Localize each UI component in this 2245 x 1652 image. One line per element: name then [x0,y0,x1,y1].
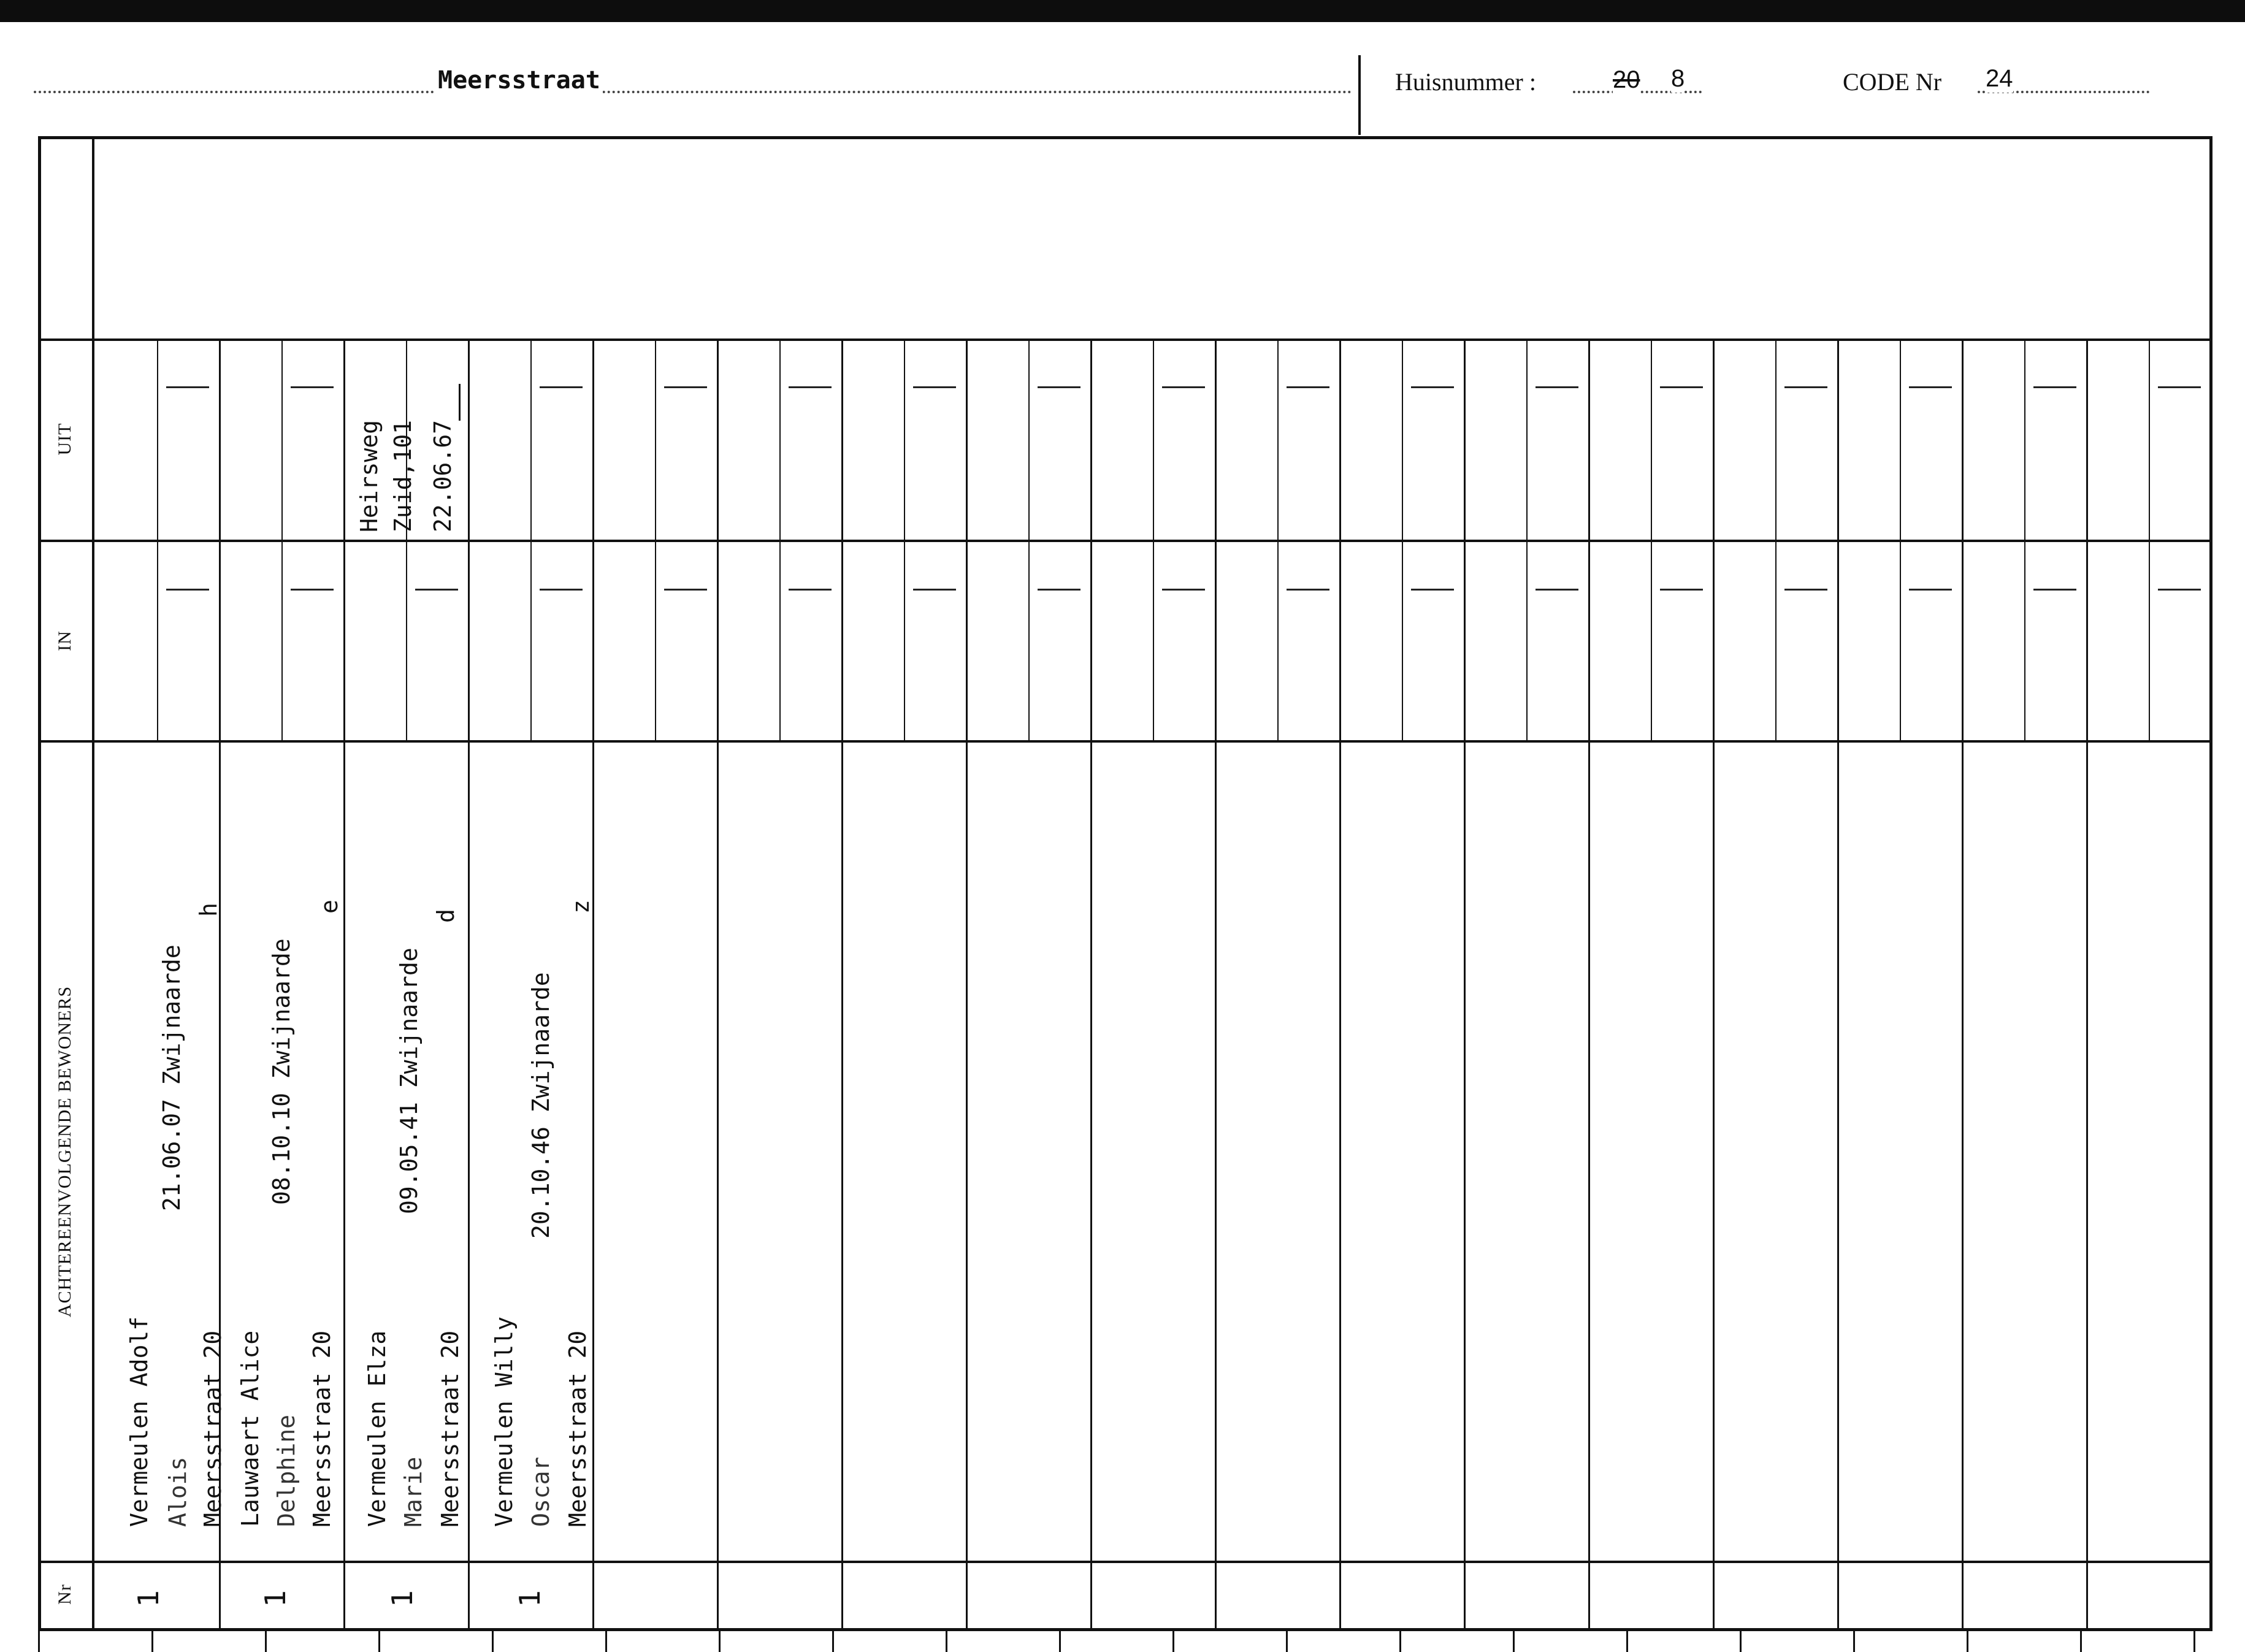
in-subdivider [2024,542,2025,740]
in-subdivider [1900,542,1901,740]
house-number-label: Huisnummer : [1395,68,1536,96]
in-subdivider [2149,542,2150,740]
in-subdivider [779,542,781,740]
in-dash [415,589,458,591]
in-dash [540,589,583,591]
uit-dash [291,386,334,388]
bottom-tick [1399,1631,1401,1652]
resident-2-line1: Lauwaert Alice [237,1330,264,1527]
resident-2-birth: 08.10.10 Zwijnaarde [268,938,295,1205]
resident-3-line3: Meersstraat 20 [437,1330,464,1527]
resident-4-nr: 1 [513,1590,546,1607]
resident-1-nr: 1 [131,1590,165,1607]
residents-row-label: ACHTEREENVOLGENDE BEWONERS [55,985,75,1318]
column-divider [966,338,968,1631]
resident-1-code: h [195,903,222,917]
uit-entry-bracket [459,384,461,421]
column-divider [592,338,594,1631]
in-dash [1411,589,1454,591]
in-subdivider [1526,542,1528,740]
resident-1-birth: 21.06.07 Zwijnaarde [158,944,185,1211]
resident-3-birth: 09.05.41 Zwijnaarde [396,947,423,1214]
in-row-label: IN [55,630,75,651]
bottom-tick [38,1631,40,1652]
resident-1-line2: Alois [164,1456,191,1527]
uit-subdivider [281,341,283,540]
uit-dash [1411,386,1454,388]
in-row-top [38,540,2212,542]
in-subdivider [1651,542,1652,740]
in-dash [1536,589,1578,591]
uit-dash [1660,386,1703,388]
uit-subdivider [1277,341,1279,540]
bottom-tick [1740,1631,1742,1652]
uit-subdivider [655,341,656,540]
uit-dash [2033,386,2076,388]
uit-dash [913,386,956,388]
in-dash [2158,589,2201,591]
street-dotted-line [34,91,1352,93]
column-divider [841,338,843,1631]
uit-row-top [38,338,2212,341]
uit-dash [540,386,583,388]
in-subdivider [1277,542,1279,740]
resident-2-nr: 1 [258,1590,292,1607]
resident-4-code: z [567,900,594,914]
bottom-tick [2080,1631,2082,1652]
uit-row-label: UIT [55,423,75,456]
column-divider [1588,338,1590,1631]
nr-row-top [38,1561,2212,1563]
in-dash [1287,589,1329,591]
uit-dash [1038,386,1080,388]
uit-subdivider [779,341,781,540]
resident-4-line2: Oscar [527,1456,554,1527]
bottom-tick [832,1631,834,1652]
bottom-tick [1286,1631,1288,1652]
in-subdivider [406,542,407,740]
bottom-tick [1513,1631,1515,1652]
uit-dash [1287,386,1329,388]
bottom-tick [1626,1631,1628,1652]
bottom-tick [1172,1631,1174,1652]
in-subdivider [1402,542,1403,740]
uit-dash [664,386,707,388]
resident-3-line1: Vermeulen Elza [364,1330,391,1527]
uit-subdivider [530,341,532,540]
house-number-new: 8 [1671,65,1685,92]
in-subdivider [1028,542,1030,740]
bottom-tick [151,1631,153,1652]
in-subdivider [1153,542,1154,740]
in-subdivider [904,542,905,740]
uit-subdivider [157,341,158,540]
resident-4-birth: 20.10.46 Zwijnaarde [527,972,554,1239]
in-dash [1660,589,1703,591]
uit-dash [166,386,209,388]
in-dash [2033,589,2076,591]
column-divider [1837,338,1839,1631]
uit-entry-line2: Zuid,101 [389,419,416,532]
uit-entry-line1: Heirsweg [356,419,383,532]
uit-dash [1536,386,1578,388]
resident-3-code: d [432,909,459,923]
bottom-tick [265,1631,267,1652]
bottom-tick [946,1631,947,1652]
in-subdivider [157,542,158,740]
in-dash [1784,589,1827,591]
scan-top-border [0,0,2245,22]
code-label: CODE Nr [1843,68,1942,96]
code-value: 24 [1986,65,2013,92]
column-divider [2086,338,2088,1631]
uit-subdivider [1153,341,1154,540]
uit-subdivider [2024,341,2025,540]
uit-dash [789,386,832,388]
resident-3-nr: 1 [385,1590,419,1607]
header-divider [1358,55,1361,135]
bottom-tick [1853,1631,1855,1652]
resident-2-line3: Meersstraat 20 [308,1330,335,1527]
in-dash [664,589,707,591]
bottom-tick [1967,1631,1968,1652]
in-dash [1038,589,1080,591]
house-number-old: 20 [1613,66,1640,93]
bottom-tick [719,1631,721,1652]
in-dash [1909,589,1952,591]
uit-subdivider [1526,341,1528,540]
uit-subdivider [1900,341,1901,540]
in-dash [789,589,832,591]
bottom-tick [492,1631,494,1652]
in-dash [1162,589,1205,591]
street-name: Meersstraat [435,66,603,94]
label-column-divider [92,138,94,1629]
resident-4-line3: Meersstraat 20 [564,1330,591,1527]
uit-dash [1784,386,1827,388]
nr-row-label: Nr [55,1584,75,1605]
in-subdivider [1775,542,1776,740]
resident-1-line3: Meersstraat 20 [199,1330,226,1527]
in-subdivider [655,542,656,740]
uit-dash [1909,386,1952,388]
uit-subdivider [1402,341,1403,540]
column-divider [1962,338,1964,1631]
column-divider [468,338,470,1631]
resident-2-line2: Delphine [273,1414,300,1527]
uit-subdivider [1775,341,1776,540]
column-divider [717,338,719,1631]
in-dash [913,589,956,591]
column-divider [1090,338,1092,1631]
bottom-tick [1059,1631,1061,1652]
in-dash [291,589,334,591]
uit-subdivider [2149,341,2150,540]
uit-entry-date: 22.06.67 [429,419,456,532]
uit-subdivider [1651,341,1652,540]
resident-4-line1: Vermeulen Willy [491,1316,518,1527]
in-subdivider [281,542,283,740]
uit-subdivider [1028,341,1030,540]
bottom-tick [605,1631,607,1652]
column-divider [1339,338,1341,1631]
resident-2-code: e [316,900,343,914]
in-subdivider [530,542,532,740]
residents-row-top [38,740,2212,743]
uit-dash [1162,386,1205,388]
bottom-tick [378,1631,380,1652]
column-divider [1215,338,1217,1631]
column-divider [1464,338,1466,1631]
uit-dash [2158,386,2201,388]
in-dash [166,589,209,591]
resident-3-line2: Marie [400,1456,427,1527]
column-divider [1713,338,1715,1631]
bottom-tick [2193,1631,2195,1652]
resident-1-line1: Vermeulen Adolf [126,1316,153,1527]
uit-subdivider [904,341,905,540]
column-divider [343,338,345,1631]
